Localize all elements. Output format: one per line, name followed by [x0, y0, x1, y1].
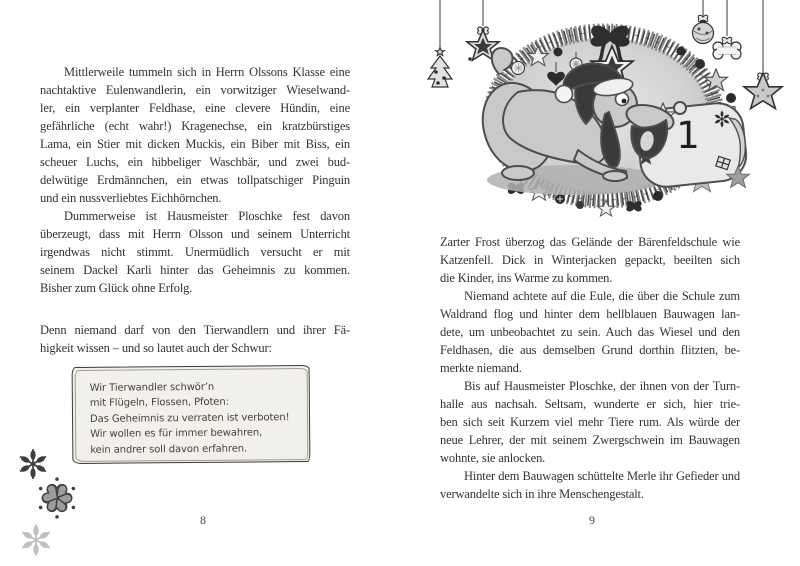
text-line: Waldrand flog und hinter dem hellblauen Bauwagen lan- [440, 307, 740, 321]
text-line: ben sich seit Kurzem viel mehr Tiere rum. Als würde der [440, 415, 740, 429]
snowflakes [19, 449, 80, 556]
christmas-tree-ornament [428, 48, 452, 88]
paragraph [440, 377, 740, 467]
text-line: Bis auf Hausmeister Ploschke, der ihnen von der Turn- [464, 379, 740, 393]
advent-day-number: 1 [676, 114, 700, 157]
star-ornament [744, 73, 782, 109]
text-line: dete, um unbeobachtet zu sein. Auch das Wiesel und den [440, 325, 740, 339]
oath-box [72, 365, 311, 464]
left-page-text [40, 63, 350, 357]
text-line: Feldhasen, die aus demselben Grund dorthin flitzten, be- [440, 343, 740, 357]
paragraph [440, 467, 740, 503]
paragraph [440, 287, 740, 377]
text-line: irgendwas nicht stimmt. Unermüdlich versucht er mit [40, 245, 350, 259]
oath-line: Das Geheimnis zu verraten ist verboten! [89, 411, 290, 425]
right-page-text [440, 233, 740, 503]
text-line: nachtaktive Eulenwandlerin, ein vorwitziger Wieselwand- [40, 83, 350, 97]
paw [603, 171, 627, 181]
tail [492, 48, 513, 74]
pompom [556, 86, 573, 103]
text-line: Bisher zum Glück ohne Erfolg. [40, 281, 193, 295]
paragraph [40, 321, 350, 357]
text-line: Lama, ein Stier mit dicken Muckis, ein Biber mit Biss, ein [40, 137, 350, 151]
page-number-right: 9 [589, 513, 595, 527]
text-line: überzeugt, dass mit Herrn Olsson und seinem Unterricht [40, 227, 350, 241]
text-line: die Kinder, ins Warme zu kommen. [440, 271, 613, 285]
nose [674, 102, 686, 114]
page-number-left: 8 [200, 513, 206, 527]
paragraph [40, 207, 350, 297]
oath-line: Wir Tierwandler schwör’n [89, 381, 215, 394]
text-line: Mittlerweile tummeln sich in Herrn Olssons Klasse eine [64, 65, 350, 79]
text-line: Dummerweise ist Hausmeister Ploschke fest davon [64, 209, 350, 223]
text-line: delwütige Erdmännchen, ein etwas tollpatschiger Pinguin [40, 173, 350, 187]
text-line: und ein nussverliebtes Eichhörnchen. [40, 191, 222, 205]
text-line: neue Lehrer, der mit seinem Zwergschwein im Bauwagen [440, 433, 740, 447]
paragraph [440, 233, 740, 287]
text-line: halle aus nachsah. Seltsam, wunderte er sich, hier trie- [440, 397, 740, 411]
bauble-ornament [693, 15, 714, 43]
text-line: seinem Dackel Karli hinter das Geheimnis zu kommen. [40, 263, 350, 277]
pupil [622, 99, 627, 104]
oath-line: kein andrer soll davon erfahren. [90, 443, 248, 456]
chapter-illustration [428, 0, 782, 216]
bone-ornament [713, 37, 741, 59]
text-line: ler, ein verplanter Feldhase, eine clevere Hündin, eine [40, 101, 350, 115]
text-line: scheuer Luchs, ein hibbeliger Waschbär, und zwei bud- [40, 155, 350, 169]
text-line: higkeit wissen – und so lautet auch der Schwur: [40, 341, 272, 355]
text-line: wohnte, sie anlocken. [440, 451, 546, 465]
text-line: Katzenfell. Dick in Winterjacken gepackt, beeilten sich [440, 253, 740, 267]
text-line: Hinter dem Bauwagen schüttelte Merle ihr Gefieder und [464, 469, 740, 483]
text-line: Zarter Frost überzog das Gelände der Bärenfeldschule wie [440, 235, 740, 249]
text-line: verwandelte sich in ihre Menschengestalt. [440, 487, 644, 501]
text-line: Denn niemand darf von den Tierwandlern und ihrer Fä- [40, 323, 350, 337]
paragraph [40, 63, 350, 207]
text-line: merkte niemand. [440, 361, 522, 375]
text-line: Niemand achtete auf die Eule, die über die Schule zum [464, 289, 740, 303]
oath-line: Wir wollen es für immer bewahren, [90, 427, 263, 441]
text-line: gefährliche (echt wahr!) Kragenechse, ein kratzbürstiges [40, 119, 350, 133]
oath-line: mit Flügeln, Flossen, Pfoten: [89, 397, 229, 410]
